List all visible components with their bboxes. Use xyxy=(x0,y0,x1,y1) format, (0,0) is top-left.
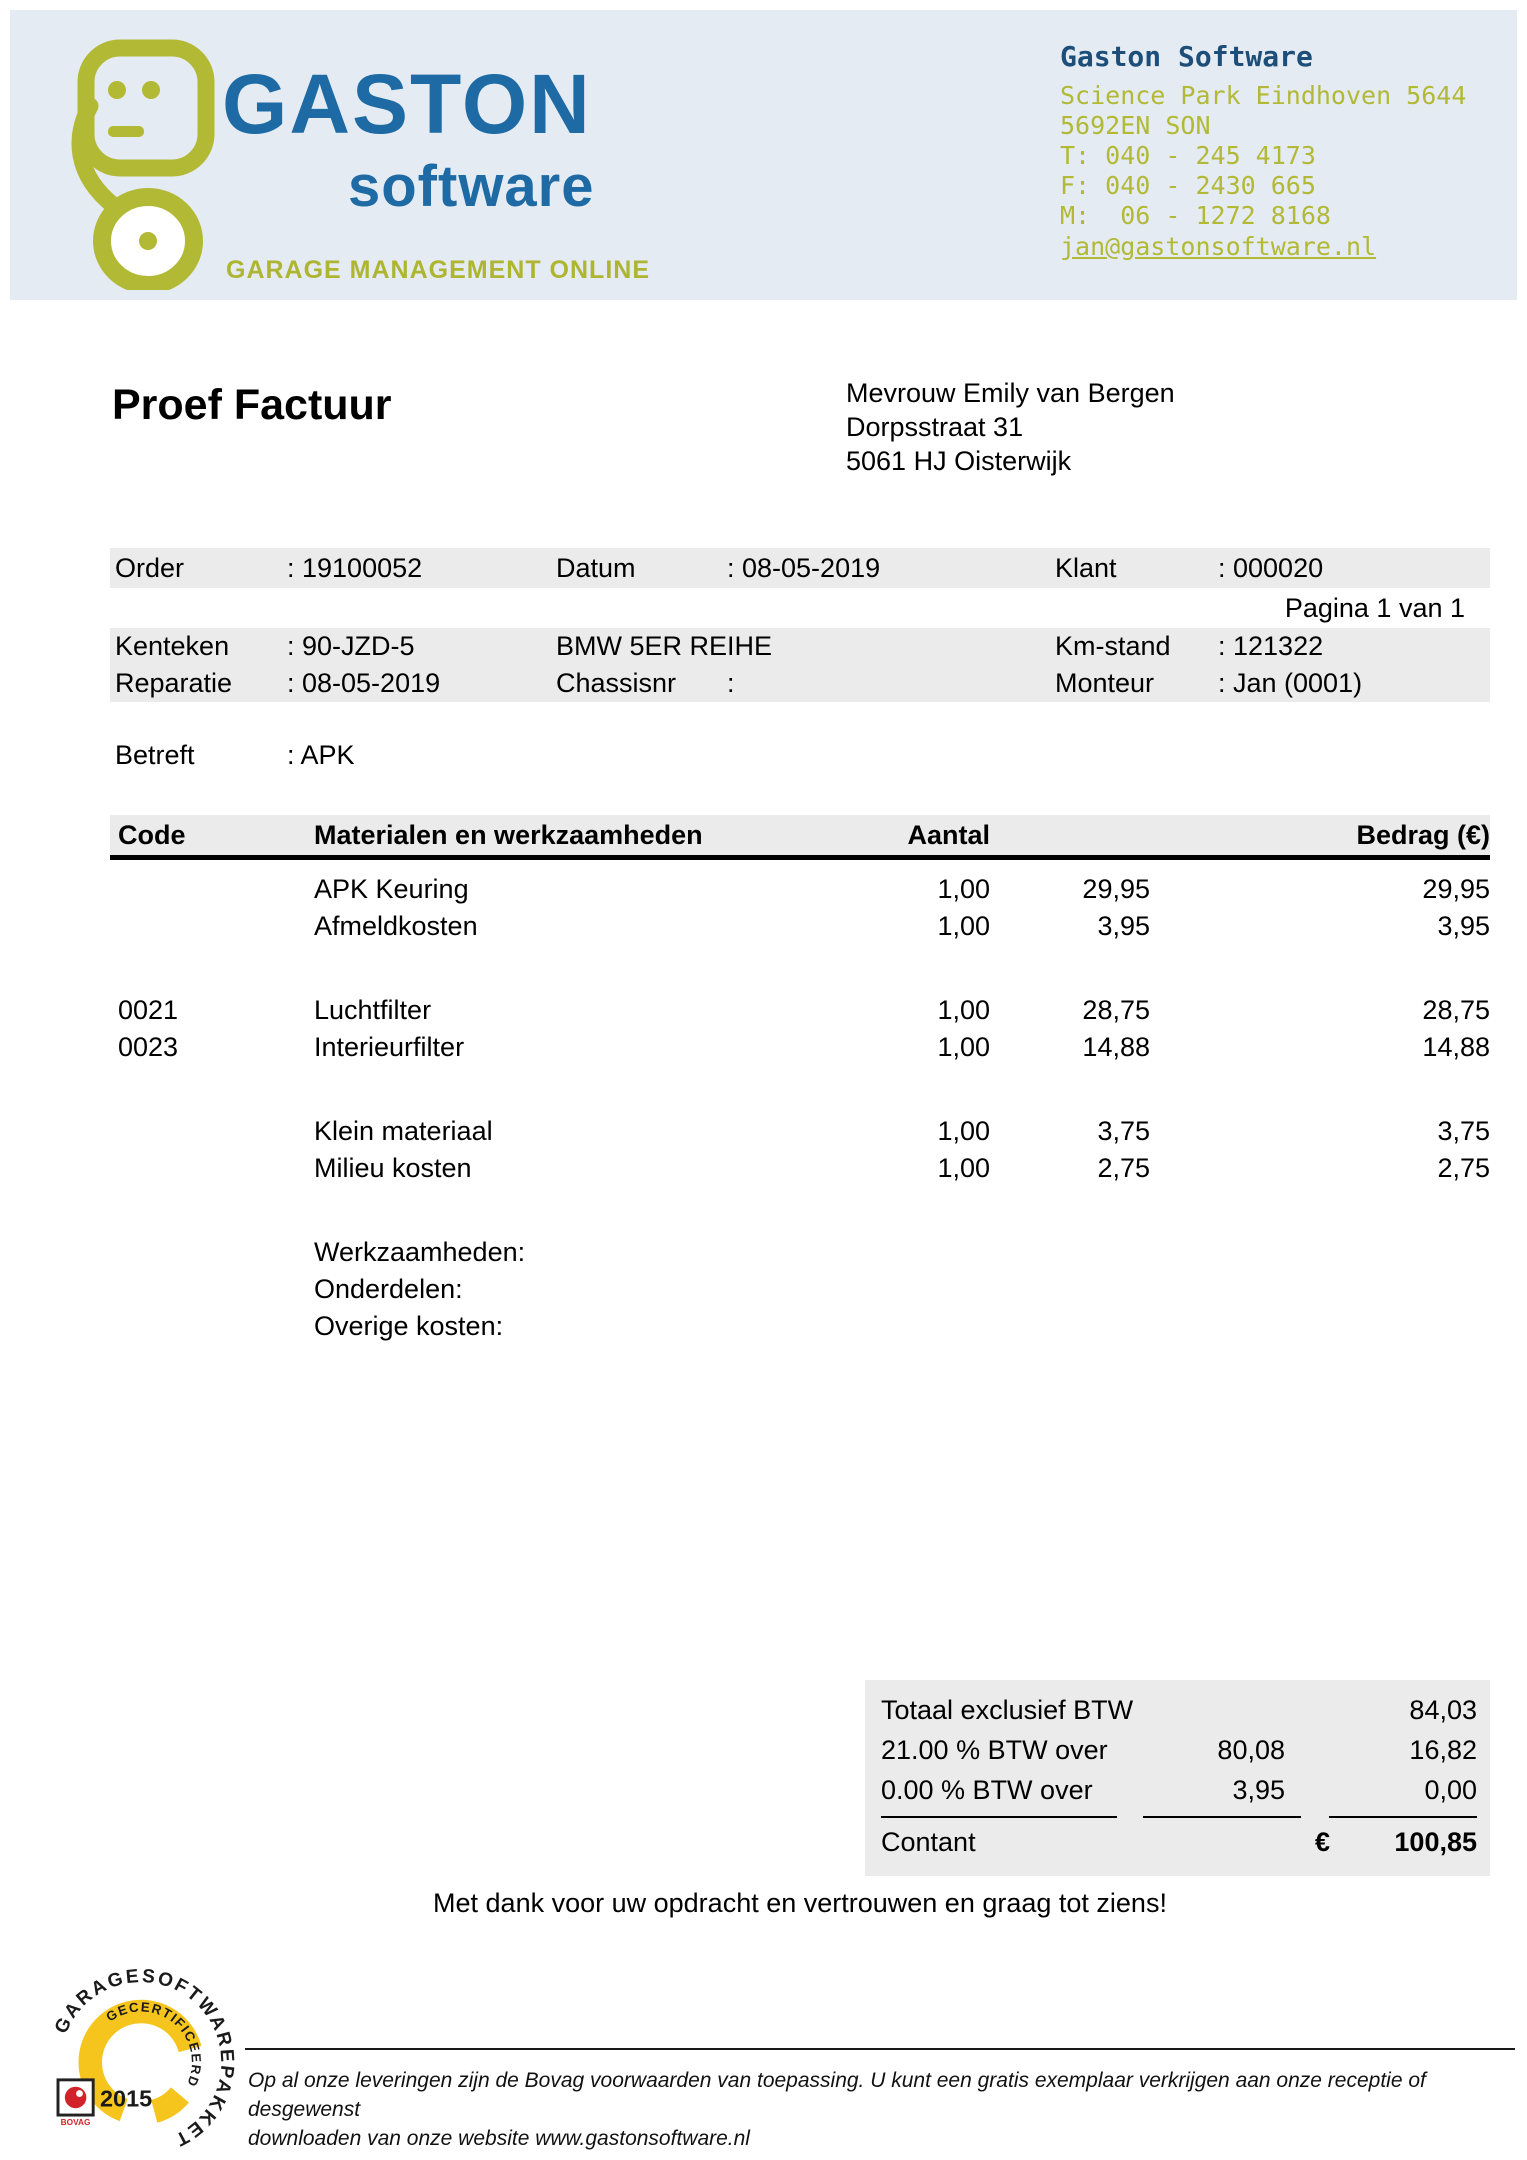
footer-divider xyxy=(245,2048,1515,2050)
totals-base: 80,08 xyxy=(1217,1735,1285,1765)
order-info-row xyxy=(110,548,1490,588)
row-spacer xyxy=(110,1066,1490,1113)
item-description: Milieu kosten xyxy=(314,1153,472,1183)
closing-message: Met dank voor uw opdracht en vertrouwen en graag tot ziens! xyxy=(433,1888,1167,1918)
kenteken-value: : 90-JZD-5 xyxy=(287,631,415,661)
item-unit-price: 3,75 xyxy=(1097,1116,1150,1146)
totals-amount: 16,82 xyxy=(1409,1735,1477,1765)
bovag-label: BOVAG xyxy=(60,2116,91,2127)
totals-separator xyxy=(865,1810,1490,1820)
totals-amount: 0,00 xyxy=(1424,1775,1477,1805)
chassisnr-value: : xyxy=(727,668,735,698)
vehicle-model: BMW 5ER REIHE xyxy=(556,631,773,661)
col-header-amount: Bedrag (€) xyxy=(1356,820,1490,850)
table-row xyxy=(110,871,1490,908)
table-row xyxy=(110,1113,1490,1150)
order-label: Order xyxy=(115,553,185,583)
totals-base: 3,95 xyxy=(1232,1775,1285,1805)
brand-wordmark: GASTON xyxy=(222,57,592,151)
kmstand-value: : 121322 xyxy=(1218,631,1324,661)
item-unit-price: 29,95 xyxy=(1082,874,1150,904)
table-row xyxy=(110,1029,1490,1066)
table-row xyxy=(110,1308,1490,1345)
item-amount: 3,75 xyxy=(1437,1116,1490,1146)
monteur-label: Monteur xyxy=(1055,668,1155,698)
monteur-value: : Jan (0001) xyxy=(1218,668,1363,698)
item-description: Werkzaamheden: xyxy=(314,1237,526,1267)
vehicle-info-rows xyxy=(110,628,1490,702)
reparatie-value: : 08-05-2019 xyxy=(287,668,441,698)
totals-label: Totaal exclusief BTW xyxy=(881,1695,1134,1725)
company-email-link[interactable]: jan@gastonsoftware.nl xyxy=(1060,232,1377,261)
items-table-body xyxy=(110,871,1490,1345)
table-row xyxy=(110,1271,1490,1308)
col-header-qty: Aantal xyxy=(907,820,990,850)
totals-row-excl-btw xyxy=(865,1690,1490,1730)
grand-total-amount: 100,85 xyxy=(1394,1827,1477,1857)
row-spacer xyxy=(110,945,1490,992)
item-amount: 14,88 xyxy=(1422,1032,1490,1062)
grand-total-label: Contant xyxy=(881,1827,976,1857)
recipient-address-block xyxy=(846,376,1175,478)
datum-value: : 08-05-2019 xyxy=(727,553,881,583)
totals-label: 0.00 % BTW over xyxy=(881,1775,1093,1805)
item-qty: 1,00 xyxy=(937,1116,990,1146)
table-row xyxy=(110,992,1490,1029)
company-fax: F: 040 - 2430 665 xyxy=(1060,171,1316,200)
item-description: APK Keuring xyxy=(314,874,469,904)
table-row xyxy=(110,1234,1490,1271)
certification-badge xyxy=(46,1945,242,2160)
item-qty: 1,00 xyxy=(937,1032,990,1062)
gaston-robot-logo-icon xyxy=(70,38,220,290)
table-row xyxy=(110,1150,1490,1187)
recipient-city: 5061 HJ Oisterwijk xyxy=(846,446,1072,476)
totals-amount: 84,03 xyxy=(1409,1695,1477,1725)
document-title: Proef Factuur xyxy=(112,381,392,429)
item-amount: 3,95 xyxy=(1437,911,1490,941)
totals-row-btw-21 xyxy=(865,1730,1490,1770)
betreft-value: : APK xyxy=(287,740,355,770)
totals-label: 21.00 % BTW over xyxy=(881,1735,1108,1765)
item-unit-price: 14,88 xyxy=(1082,1032,1150,1062)
kmstand-label: Km-stand xyxy=(1055,631,1171,661)
badge-ring-text: GARAGESOFTWAREPAKKET xyxy=(50,1965,238,2151)
betreft-row xyxy=(110,738,1490,772)
items-table-header xyxy=(110,815,1490,860)
item-code: 0023 xyxy=(118,1032,179,1062)
reparatie-label: Reparatie xyxy=(115,668,233,698)
footer-disclaimer-line1: Op al onze leveringen zijn de Bovag voorwaarden van toepassing. U kunt een gratis exemplaar verkrijgen aan onze receptie of desgewenst xyxy=(248,2069,1426,2121)
footer-disclaimer xyxy=(248,2066,1518,2153)
chassisnr-label: Chassisnr xyxy=(556,668,677,698)
recipient-name: Mevrouw Emily van Bergen xyxy=(846,378,1175,408)
page-indicator: Pagina 1 van 1 xyxy=(110,590,1465,626)
brand-sub-wordmark: software xyxy=(348,154,595,219)
item-description: Luchtfilter xyxy=(314,995,432,1025)
item-qty: 1,00 xyxy=(937,911,990,941)
totals-grand-total-row xyxy=(865,1820,1490,1864)
row-spacer xyxy=(110,1187,1490,1234)
recipient-street: Dorpsstraat 31 xyxy=(846,412,1024,442)
item-description: Interieurfilter xyxy=(314,1032,465,1062)
col-header-description: Materialen en werkzaamheden xyxy=(314,820,703,850)
item-qty: 1,00 xyxy=(937,1153,990,1183)
item-amount: 28,75 xyxy=(1422,995,1490,1025)
company-address-line2: 5692EN SON xyxy=(1060,111,1211,140)
brand-tagline: GARAGE MANAGEMENT ONLINE xyxy=(226,256,650,284)
col-header-code: Code xyxy=(118,820,186,850)
totals-row-btw-0 xyxy=(865,1770,1490,1810)
item-description: Onderdelen: xyxy=(314,1274,463,1304)
item-amount: 29,95 xyxy=(1422,874,1490,904)
company-name: Gaston Software xyxy=(1060,40,1313,73)
datum-label: Datum xyxy=(556,553,636,583)
item-qty: 1,00 xyxy=(937,995,990,1025)
badge-year: 2015 xyxy=(100,2085,153,2112)
bovag-logo-icon xyxy=(65,2087,87,2109)
item-description: Klein materiaal xyxy=(314,1116,493,1146)
currency-symbol: € xyxy=(1315,1827,1331,1857)
item-unit-price: 2,75 xyxy=(1097,1153,1150,1183)
order-value: : 19100052 xyxy=(287,553,423,583)
betreft-label: Betreft xyxy=(115,740,195,770)
totals-box xyxy=(865,1680,1490,1876)
header-band xyxy=(10,10,1517,300)
item-qty: 1,00 xyxy=(937,874,990,904)
kenteken-label: Kenteken xyxy=(115,631,230,661)
item-amount: 2,75 xyxy=(1437,1153,1490,1183)
klant-value: : 000020 xyxy=(1218,553,1324,583)
item-description: Afmeldkosten xyxy=(314,911,478,941)
company-mobile: M: 06 - 1272 8168 xyxy=(1060,201,1331,230)
badge-arc-text: GECERTIFICEERD xyxy=(103,1999,205,2090)
item-unit-price: 28,75 xyxy=(1082,995,1150,1025)
company-address-line1: Science Park Eindhoven 5644 xyxy=(1060,81,1467,110)
item-unit-price: 3,95 xyxy=(1097,911,1150,941)
vehicle-info-row-2 xyxy=(110,665,1490,702)
item-description: Overige kosten: xyxy=(314,1311,504,1341)
vehicle-info-row-1 xyxy=(110,628,1490,665)
company-contact-block xyxy=(1060,40,1466,263)
table-row xyxy=(110,908,1490,945)
klant-label: Klant xyxy=(1055,553,1117,583)
company-phone: T: 040 - 245 4173 xyxy=(1060,141,1316,170)
footer-disclaimer-line2: downloaden van onze website www.gastonsoftware.nl xyxy=(248,2127,750,2150)
item-code: 0021 xyxy=(118,995,179,1025)
